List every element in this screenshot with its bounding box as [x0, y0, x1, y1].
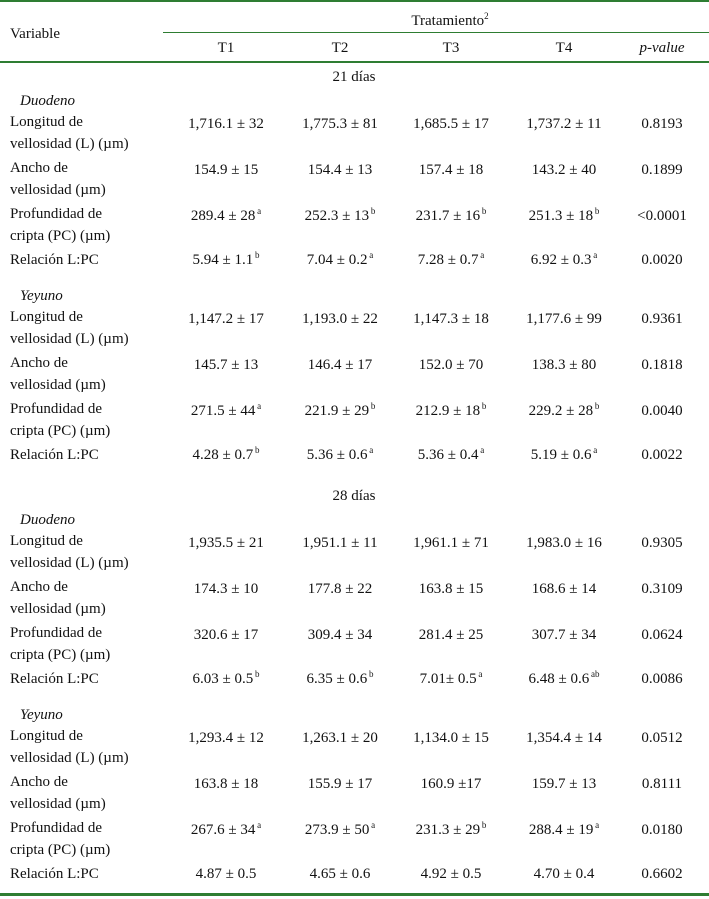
row-label	[10, 668, 99, 690]
p-value-cell: 0.0022	[641, 447, 683, 463]
p-value-cell: 0.9305	[641, 535, 683, 551]
table-cell	[280, 445, 400, 465]
cell-value: 252.3 ± 13	[304, 208, 370, 224]
row-label-line: Ancho de	[10, 774, 68, 790]
significance-letter: b	[369, 206, 376, 216]
table-cell	[280, 533, 400, 553]
row-label	[10, 725, 129, 769]
row-label	[10, 444, 99, 466]
cell-value: 271.5 ± 44	[190, 403, 256, 419]
cell-value: 4.28 ± 0.7	[192, 447, 254, 463]
significance-letter: b	[253, 445, 260, 455]
cell-value: 289.4 ± 28	[190, 208, 256, 224]
cell-value: 1,775.3 ± 81	[302, 116, 378, 132]
table-cell	[391, 625, 511, 645]
cell-value: 1,737.2 ± 11	[526, 116, 602, 132]
row-label-line: vellosidad (L) (µm)	[10, 331, 129, 347]
cell-value: 1,134.0 ± 15	[413, 730, 489, 746]
p-value-cell: 0.0512	[641, 730, 683, 746]
table-cell	[166, 579, 286, 599]
row-label	[10, 249, 99, 271]
significance-letter: a	[369, 820, 376, 830]
table-cell	[391, 669, 511, 689]
table-cell	[504, 579, 624, 599]
table-cell	[280, 206, 400, 226]
table-cell	[391, 250, 511, 270]
cell-value: 1,263.1 ± 20	[302, 730, 378, 746]
table-cell	[391, 160, 511, 180]
row-label	[10, 111, 129, 155]
table-cell	[391, 401, 511, 421]
group-title: Yeyuno	[20, 288, 63, 304]
table-cell	[504, 625, 624, 645]
group-title: Duodeno	[20, 93, 75, 109]
cell-value: 6.92 ± 0.3	[530, 252, 592, 268]
table-cell	[166, 533, 286, 553]
table-cell	[504, 820, 624, 840]
table-cell	[504, 355, 624, 375]
row-label-line: vellosidad (L) (µm)	[10, 555, 129, 571]
table-cell	[280, 820, 400, 840]
header-t3: T3	[442, 40, 460, 56]
table-cell	[166, 250, 286, 270]
cell-value: 307.7 ± 34	[531, 627, 597, 643]
cell-value: 1,147.3 ± 18	[413, 311, 489, 327]
table-cell	[166, 625, 286, 645]
cell-value: 1,293.4 ± 12	[188, 730, 264, 746]
cell-value: 1,354.4 ± 14	[526, 730, 602, 746]
table-cell	[166, 728, 286, 748]
cell-value: 229.2 ± 28	[528, 403, 594, 419]
cell-value: 1,935.5 ± 21	[188, 535, 264, 551]
section-title: 28 días	[332, 488, 376, 504]
row-label-line: cripta (PC) (µm)	[10, 228, 111, 244]
significance-letter: ab	[589, 669, 600, 679]
row-label	[10, 622, 110, 666]
table-cell	[391, 864, 511, 884]
header-t4: T4	[555, 40, 573, 56]
significance-letter: a	[478, 445, 485, 455]
cell-value: 177.8 ± 22	[307, 581, 373, 597]
table-cell	[504, 309, 624, 329]
cell-value: 6.48 ± 0.6	[528, 671, 590, 687]
table-cell	[280, 864, 400, 884]
cell-value: 1,685.5 ± 17	[413, 116, 489, 132]
table-cell	[504, 160, 624, 180]
row-label	[10, 398, 110, 442]
row-label-line: Relación L:PC	[10, 447, 99, 463]
table-cell	[166, 774, 286, 794]
row-label-line: Ancho de	[10, 355, 68, 371]
cell-value: 145.7 ± 13	[193, 357, 259, 373]
row-label-line: vellosidad (µm)	[10, 377, 106, 393]
significance-letter: b	[367, 669, 374, 679]
cell-value: 5.36 ± 0.4	[417, 447, 479, 463]
cell-value: 152.0 ± 70	[418, 357, 484, 373]
section-title: 21 días	[332, 69, 376, 85]
header-t1: T1	[217, 40, 235, 56]
p-value-cell: <0.0001	[637, 208, 687, 224]
cell-value: 267.6 ± 34	[190, 822, 256, 838]
table-cell	[280, 625, 400, 645]
row-label-line: Profundidad de	[10, 206, 103, 222]
table-cell	[280, 669, 400, 689]
significance-letter: b	[253, 250, 260, 260]
cell-value: 212.9 ± 18	[415, 403, 481, 419]
row-label-line: Relación L:PC	[10, 866, 99, 882]
row-label	[10, 530, 129, 574]
header-rule	[0, 61, 709, 63]
cell-value: 155.9 ± 17	[307, 776, 373, 792]
row-label-line: Profundidad de	[10, 820, 103, 836]
p-value-cell: 0.1818	[641, 357, 683, 373]
p-value-cell: 0.8193	[641, 116, 683, 132]
significance-letter: a	[367, 445, 374, 455]
cell-value: 6.03 ± 0.5	[192, 671, 254, 687]
table-cell	[504, 114, 624, 134]
significance-letter: a	[255, 820, 262, 830]
cell-value: 159.7 ± 13	[531, 776, 597, 792]
table-cell	[504, 206, 624, 226]
table-cell	[280, 250, 400, 270]
significance-letter: b	[593, 401, 600, 411]
significance-letter: b	[369, 401, 376, 411]
header-t2: T2	[331, 40, 349, 56]
row-label-line: Longitud de	[10, 114, 83, 130]
cell-value: 7.28 ± 0.7	[417, 252, 479, 268]
table-cell	[391, 355, 511, 375]
cell-value: 273.9 ± 50	[304, 822, 370, 838]
cell-value: 231.3 ± 29	[415, 822, 481, 838]
table-cell	[504, 728, 624, 748]
row-label-line: cripta (PC) (µm)	[10, 842, 111, 858]
significance-letter: a	[367, 250, 374, 260]
cell-value: 138.3 ± 80	[531, 357, 597, 373]
table-cell	[166, 401, 286, 421]
row-label	[10, 306, 129, 350]
p-value-cell: 0.0180	[641, 822, 683, 838]
significance-letter: b	[480, 401, 487, 411]
table-cell	[166, 309, 286, 329]
cell-value: 154.4 ± 13	[307, 162, 373, 178]
row-label-line: vellosidad (L) (µm)	[10, 136, 129, 152]
cell-value: 5.19 ± 0.6	[530, 447, 592, 463]
table-cell	[391, 114, 511, 134]
significance-letter: b	[253, 669, 260, 679]
cell-value: 160.9 ±17	[420, 776, 482, 792]
cell-value: 143.2 ± 40	[531, 162, 597, 178]
cell-value: 7.01± 0.5	[419, 671, 477, 687]
significance-letter: a	[476, 669, 483, 679]
cell-value: 4.92 ± 0.5	[420, 866, 482, 882]
cell-value: 146.4 ± 17	[307, 357, 373, 373]
cell-value: 168.6 ± 14	[531, 581, 597, 597]
row-label	[10, 863, 99, 885]
table-cell	[166, 206, 286, 226]
row-label-line: Relación L:PC	[10, 671, 99, 687]
table-cell	[280, 579, 400, 599]
table-cell	[504, 445, 624, 465]
p-value-cell: 0.9361	[641, 311, 683, 327]
group-title: Duodeno	[20, 512, 75, 528]
p-value-cell: 0.6602	[641, 866, 683, 882]
table-cell	[391, 579, 511, 599]
p-value-cell: 0.8111	[641, 776, 683, 792]
table-cell	[504, 250, 624, 270]
cell-value: 231.7 ± 16	[415, 208, 481, 224]
cell-value: 163.8 ± 18	[193, 776, 259, 792]
row-label-line: Longitud de	[10, 533, 83, 549]
header-treatment: Tratamiento$^2$	[411, 11, 489, 29]
table-cell	[280, 309, 400, 329]
row-label	[10, 576, 106, 620]
significance-letter: a	[255, 206, 262, 216]
table-cell	[280, 728, 400, 748]
cell-value: 1,951.1 ± 11	[302, 535, 378, 551]
p-value-cell: 0.0040	[641, 403, 683, 419]
row-label-line: Ancho de	[10, 579, 68, 595]
p-value-cell: 0.3109	[641, 581, 683, 597]
table-cell	[280, 160, 400, 180]
row-label-line: vellosidad (µm)	[10, 796, 106, 812]
cell-value: 309.4 ± 34	[307, 627, 373, 643]
cell-value: 251.3 ± 18	[528, 208, 594, 224]
table-cell	[391, 309, 511, 329]
table-cell	[166, 355, 286, 375]
p-value-cell: 0.1899	[641, 162, 683, 178]
table-cell	[166, 864, 286, 884]
significance-letter: a	[255, 401, 262, 411]
cell-value: 174.3 ± 10	[193, 581, 259, 597]
significance-letter: a	[593, 820, 600, 830]
cell-value: 281.4 ± 25	[418, 627, 484, 643]
table-cell	[504, 774, 624, 794]
table-cell	[391, 728, 511, 748]
table-cell	[166, 445, 286, 465]
significance-letter: b	[593, 206, 600, 216]
cell-value: 4.65 ± 0.6	[309, 866, 371, 882]
header-pvalue: p-value	[639, 40, 685, 56]
significance-letter: b	[480, 206, 487, 216]
row-label	[10, 817, 110, 861]
table-cell	[504, 669, 624, 689]
table-cell	[391, 533, 511, 553]
cell-value: 154.9 ± 15	[193, 162, 259, 178]
cell-value: 157.4 ± 18	[418, 162, 484, 178]
table-cell	[280, 774, 400, 794]
significance-letter: a	[591, 445, 598, 455]
cell-value: 163.8 ± 15	[418, 581, 484, 597]
cell-value: 288.4 ± 19	[528, 822, 594, 838]
row-label-line: vellosidad (µm)	[10, 182, 106, 198]
row-label	[10, 157, 106, 201]
row-label-line: Relación L:PC	[10, 252, 99, 268]
row-label-line: cripta (PC) (µm)	[10, 647, 111, 663]
cell-value: 5.36 ± 0.6	[306, 447, 368, 463]
cell-value: 221.9 ± 29	[304, 403, 370, 419]
p-value-cell: 0.0086	[641, 671, 683, 687]
table-cell	[391, 445, 511, 465]
cell-value: 4.70 ± 0.4	[533, 866, 595, 882]
table-cell	[280, 355, 400, 375]
cell-value: 1,177.6 ± 99	[526, 311, 602, 327]
table-cell	[166, 160, 286, 180]
row-label-line: Profundidad de	[10, 625, 103, 641]
significance-letter: b	[480, 820, 487, 830]
cell-value: 1,961.1 ± 71	[413, 535, 489, 551]
row-label-line: Profundidad de	[10, 401, 103, 417]
table-cell	[166, 820, 286, 840]
row-label-line: Longitud de	[10, 309, 83, 325]
row-label-line: Longitud de	[10, 728, 83, 744]
row-label-line: vellosidad (µm)	[10, 601, 106, 617]
table-cell	[504, 864, 624, 884]
row-label	[10, 352, 106, 396]
table-cell	[166, 114, 286, 134]
cell-value: 1,983.0 ± 16	[526, 535, 602, 551]
cell-value: 7.04 ± 0.2	[306, 252, 368, 268]
header-variable: Variable	[10, 26, 60, 42]
table-cell	[280, 114, 400, 134]
row-label-line: vellosidad (L) (µm)	[10, 750, 129, 766]
table-cell	[504, 401, 624, 421]
cell-value: 6.35 ± 0.6	[306, 671, 368, 687]
table-cell	[504, 533, 624, 553]
cell-value: 4.87 ± 0.5	[195, 866, 257, 882]
row-label-line: Ancho de	[10, 160, 68, 176]
cell-value: 1,147.2 ± 17	[188, 311, 264, 327]
cell-value: 320.6 ± 17	[193, 627, 259, 643]
cell-value: 5.94 ± 1.1	[192, 252, 254, 268]
row-label-line: cripta (PC) (µm)	[10, 423, 111, 439]
bottom-rule	[0, 893, 709, 896]
cell-value: 1,716.1 ± 32	[188, 116, 264, 132]
table-cell	[391, 206, 511, 226]
group-title: Yeyuno	[20, 707, 63, 723]
cell-value: 1,193.0 ± 22	[302, 311, 378, 327]
significance-letter: a	[591, 250, 598, 260]
table-cell	[391, 774, 511, 794]
table-cell	[280, 401, 400, 421]
treatment-subrule	[163, 32, 709, 33]
top-rule	[0, 0, 709, 2]
significance-letter: a	[478, 250, 485, 260]
table-cell	[391, 820, 511, 840]
row-label	[10, 771, 106, 815]
row-label	[10, 203, 110, 247]
p-value-cell: 0.0020	[641, 252, 683, 268]
table-cell	[166, 669, 286, 689]
p-value-cell: 0.0624	[641, 627, 683, 643]
